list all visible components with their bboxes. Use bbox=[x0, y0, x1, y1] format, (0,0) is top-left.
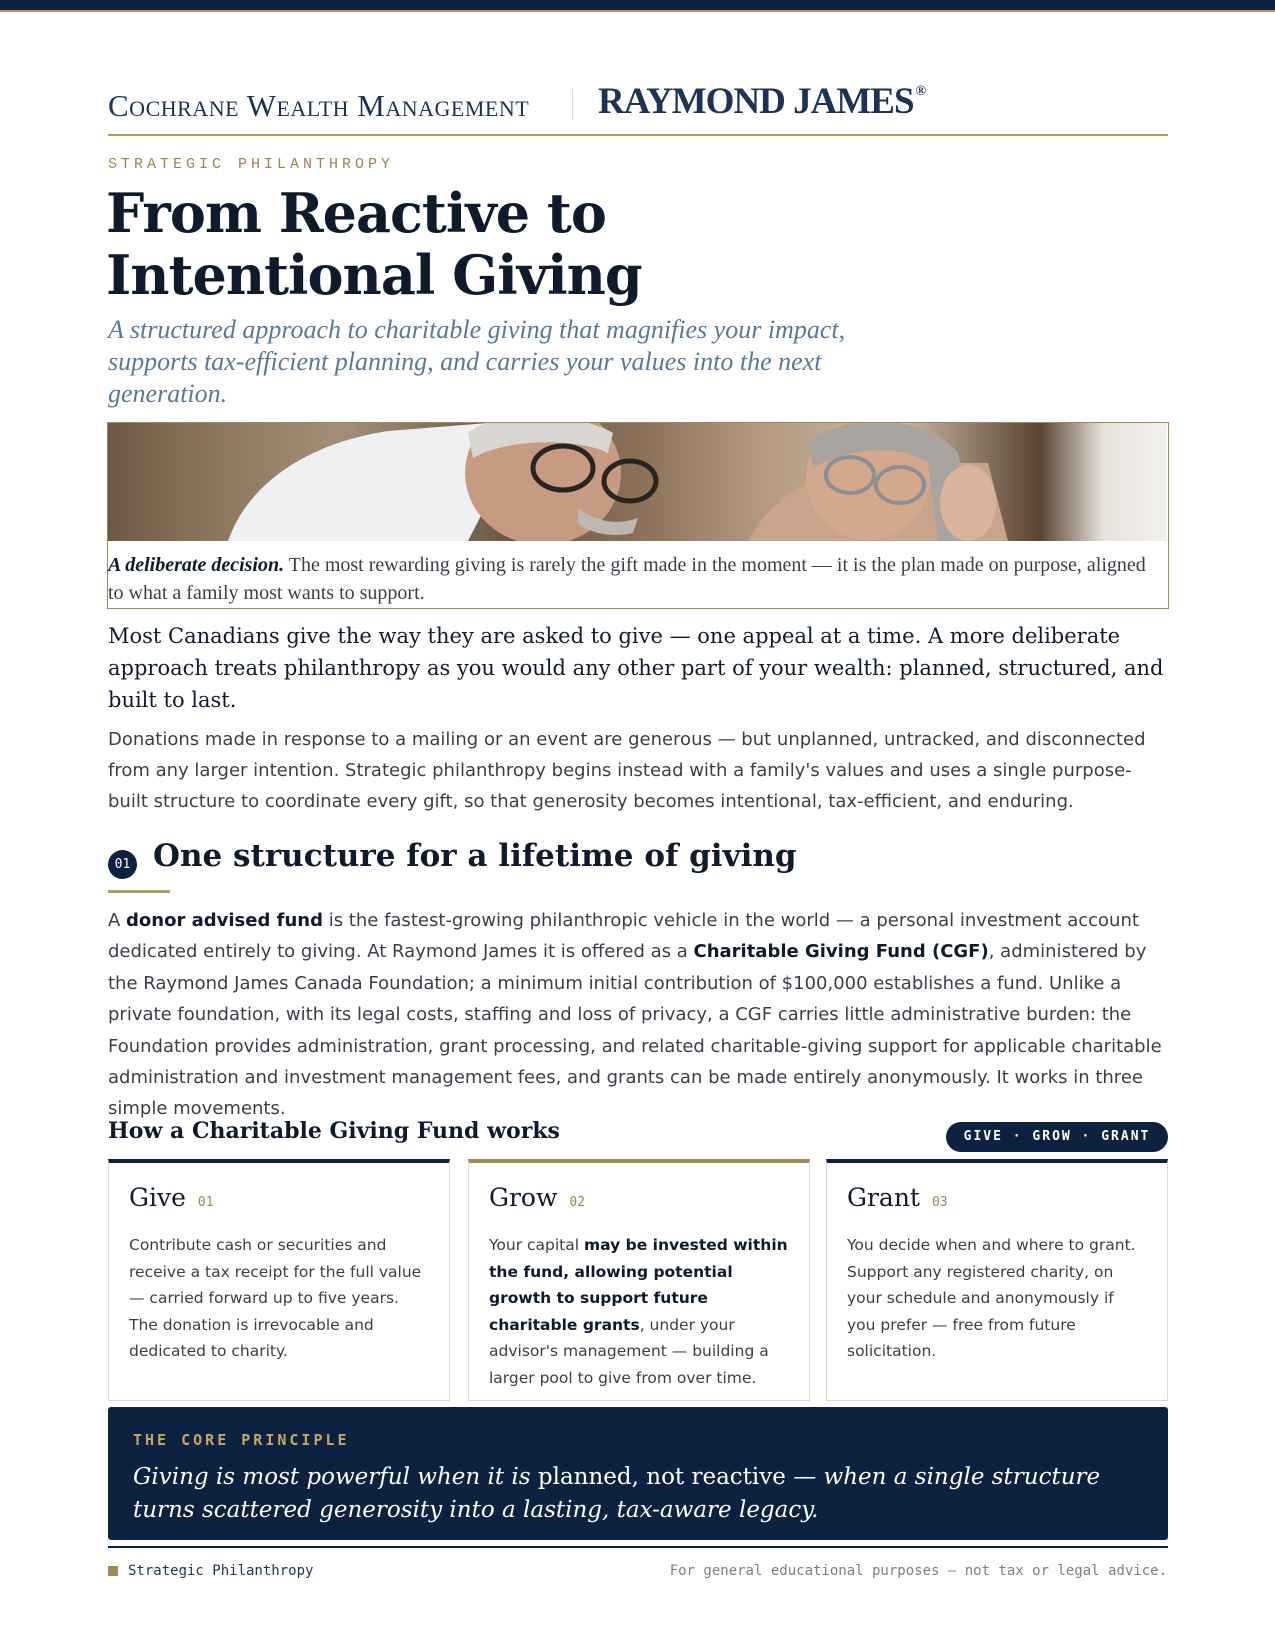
footer-square-icon bbox=[108, 1566, 118, 1576]
couple-photo-illustration bbox=[108, 423, 1167, 541]
card-title: Grow bbox=[489, 1183, 558, 1212]
section-body-part: , administered by the Raymond James Canada Foundation; a minimum initial contribution of $100,000 establishes a fund. Unlike a private foundation, with its legal costs, staffing and loss of privacy, a CGF carries little administrative burden: the Foundation provides administration, grant processing, and related charitable-giving support for applicable charitable administration and investment management fees, and grants can be made entirely anonymously. It works in three simple movements. bbox=[108, 941, 1162, 1120]
card-head bbox=[489, 1183, 789, 1212]
brand-raymond-james-text: RAYMOND JAMES bbox=[598, 81, 914, 122]
card-number: 01 bbox=[197, 1195, 214, 1210]
masthead bbox=[108, 80, 1168, 136]
eyebrow-label: STRATEGIC PHILANTHROPY bbox=[108, 156, 395, 173]
principle-emphasis: planned, not reactive bbox=[537, 1464, 786, 1490]
top-accent-bar bbox=[0, 0, 1275, 10]
intro-body: Donations made in response to a mailing or an event are generous — but unplanned, untracked, and disconnected from any larger intention. Strategic philanthropy begins instead with a family's values and uses a single purpose-built structure to coordinate every gift, so that generosity becomes intentional, tax-efficient, and enduring. bbox=[108, 729, 1146, 812]
registered-mark: ® bbox=[915, 84, 926, 99]
card-grow bbox=[468, 1159, 810, 1401]
section-title: One structure for a lifetime of giving bbox=[153, 838, 797, 874]
card-body-part: , under your advisor's management — building a larger pool to give from over time. bbox=[489, 1315, 769, 1387]
photo-caption bbox=[108, 551, 1166, 607]
brand-cochrane-logo: Cochrane Wealth Management bbox=[108, 88, 530, 123]
card-body bbox=[489, 1232, 789, 1391]
card-number: 03 bbox=[931, 1195, 948, 1210]
footer-rule bbox=[108, 1546, 1168, 1548]
section-body-part: A bbox=[108, 910, 127, 931]
section-body-part: is the fastest-growing philanthropic vehicle in the world — a personal investment account dedicated entirely to giving. At Raymond James it is offered as a bbox=[108, 910, 1139, 963]
give-grow-grant-pill: GIVE · GROW · GRANT bbox=[946, 1122, 1168, 1152]
card-title: Grant bbox=[847, 1183, 920, 1212]
card-body-part: Your capital bbox=[489, 1236, 584, 1254]
photo-figure bbox=[107, 422, 1169, 609]
card-give bbox=[108, 1159, 450, 1401]
how-it-works-title: How a Charitable Giving Fund works bbox=[108, 1118, 560, 1144]
core-principle-text bbox=[133, 1461, 1143, 1527]
footer-left bbox=[108, 1563, 313, 1579]
card-title: Give bbox=[129, 1183, 186, 1212]
core-principle-panel bbox=[108, 1407, 1168, 1540]
caption-text: The most rewarding giving is rarely the gift made in the moment — it is the plan made on purpose, aligned to what a family most wants to support. bbox=[108, 554, 1146, 604]
title-line-2: Intentional Giving bbox=[106, 243, 642, 307]
section-body bbox=[108, 905, 1170, 1125]
top-accent-gold-line bbox=[0, 10, 1275, 12]
couple-photo bbox=[108, 423, 1167, 541]
footer-disclaimer: For general educational purposes — not tax or legal advice. bbox=[669, 1563, 1167, 1579]
caption-lead: A deliberate decision. bbox=[108, 554, 285, 576]
principle-text-part: Giving is most powerful when it is bbox=[133, 1464, 538, 1490]
term-donor-advised-fund: donor advised fund bbox=[126, 910, 323, 931]
footer-left-label: Strategic Philanthropy bbox=[128, 1563, 314, 1579]
card-body-emphasis: may be invested within the fund, allowing potential growth to support future charitable grants bbox=[489, 1236, 788, 1334]
masthead-rule bbox=[108, 134, 1168, 136]
core-principle-label: THE CORE PRINCIPLE bbox=[133, 1431, 350, 1449]
card-body: You decide when and where to grant. Support any registered charity, on your schedule and anonymously if you prefer — free from future solicitation. bbox=[847, 1236, 1136, 1360]
woman-hand-shape bbox=[940, 465, 996, 541]
page-subtitle: A structured approach to charitable giving that magnifies your impact, supports tax-efficient planning, and carries your values into the next generation. bbox=[108, 315, 846, 408]
card-body: Contribute cash or securities and receive a tax receipt for the full value — carried forward up to five years. The donation is irrevocable and dedicated to charity. bbox=[129, 1236, 422, 1360]
title-line-1: From Reactive to bbox=[106, 181, 606, 245]
card-head bbox=[847, 1183, 1147, 1212]
card-head bbox=[129, 1183, 429, 1212]
page-title bbox=[106, 182, 806, 306]
term-charitable-giving-fund: Charitable Giving Fund (CGF) bbox=[693, 941, 989, 963]
card-grant bbox=[826, 1159, 1168, 1401]
principle-text-part: — when a single structure turns scattered generosity into a lasting, tax-aware legacy. bbox=[133, 1464, 1101, 1523]
brand-raymond-james-logo bbox=[598, 80, 925, 123]
card-number: 02 bbox=[569, 1195, 586, 1210]
intro-lede: Most Canadians give the way they are asked to give — one appeal at a time. A more deliberate approach treats philanthropy as you would any other part of your wealth: planned, structured, and built to last. bbox=[108, 624, 1164, 712]
brand-divider bbox=[572, 90, 573, 120]
section-number-badge: 01 bbox=[108, 850, 137, 879]
section-rule bbox=[108, 890, 170, 893]
